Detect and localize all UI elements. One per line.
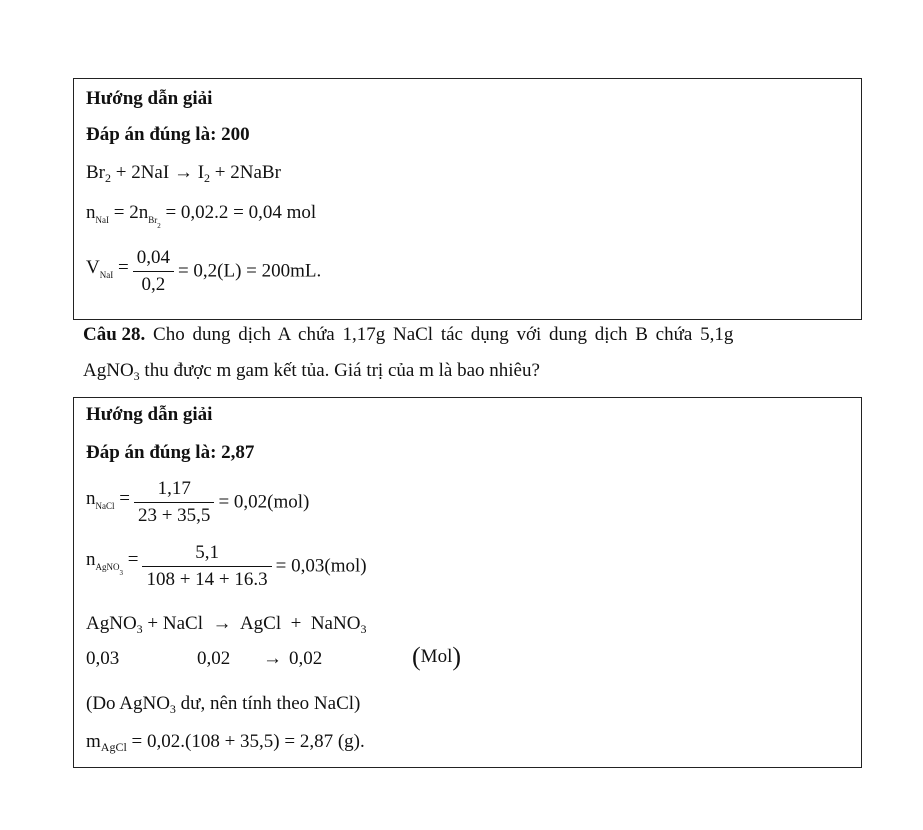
result-line: $m_{AgCl} = 0,02.(108 + 35,5) = 2,87$ (g). [86, 731, 365, 754]
equation-line: $V_{NaI}$ = $\frac{0,04}{0,2}$ = 0,2(L) = 200mL. [86, 247, 322, 295]
fraction: $\frac{0,04}{0,2}$ [133, 247, 174, 296]
mole-row: 0,03 0,02 → 0,02 (Mol) [86, 642, 462, 671]
solution-heading: Hướng dẫn giải [86, 88, 213, 109]
fraction: $\frac{1,17}{23 + 35,5}$ [134, 478, 214, 527]
note-line: (Do AgNO$_3$ dư, nên tính theo NaCl) [86, 693, 361, 716]
equation-line: $n_{NaCl}$ = $\frac{1,17}{23 + 35,5}$ = 0,02(mol) [86, 478, 310, 526]
solution-heading: Hướng dẫn giải [86, 404, 213, 425]
equation-line: $Br_2 + 2NaI \to I_2$ + 2NaBr [86, 162, 281, 185]
unit-label: (Mol) [412, 642, 462, 671]
fraction: $\frac{5,1}{108 + 14 + 16.3}$ [142, 542, 271, 591]
equation-line: $n_{NaI} = 2n_{Br_2} = 0,02.2 = 0,04$ mol [86, 202, 317, 230]
question-line-2: AgNO$_3$ thu được m gam kết tủa. Giá trị của m là bao nhiêu? [83, 360, 540, 383]
answer-line: Đáp án đúng là: 200 [86, 124, 250, 145]
solution-box-1 [73, 78, 862, 320]
equation-line: AgNO$_3$ + NaCl → AgCl + NaNO$_3$ [86, 613, 367, 636]
answer-line: Đáp án đúng là: 2,87 [86, 442, 255, 463]
solution-box-2 [73, 397, 862, 768]
question-line-1: Câu 28. Cho dung dịch A chứa 1,17g NaCl tác dụng với dung dịch B chứa 5,1g [83, 324, 734, 345]
equation-line: $n_{AgNO_3}$ = $\frac{5,1}{108 + 14 + 16.3}$ = 0,03(mol) [86, 542, 367, 590]
